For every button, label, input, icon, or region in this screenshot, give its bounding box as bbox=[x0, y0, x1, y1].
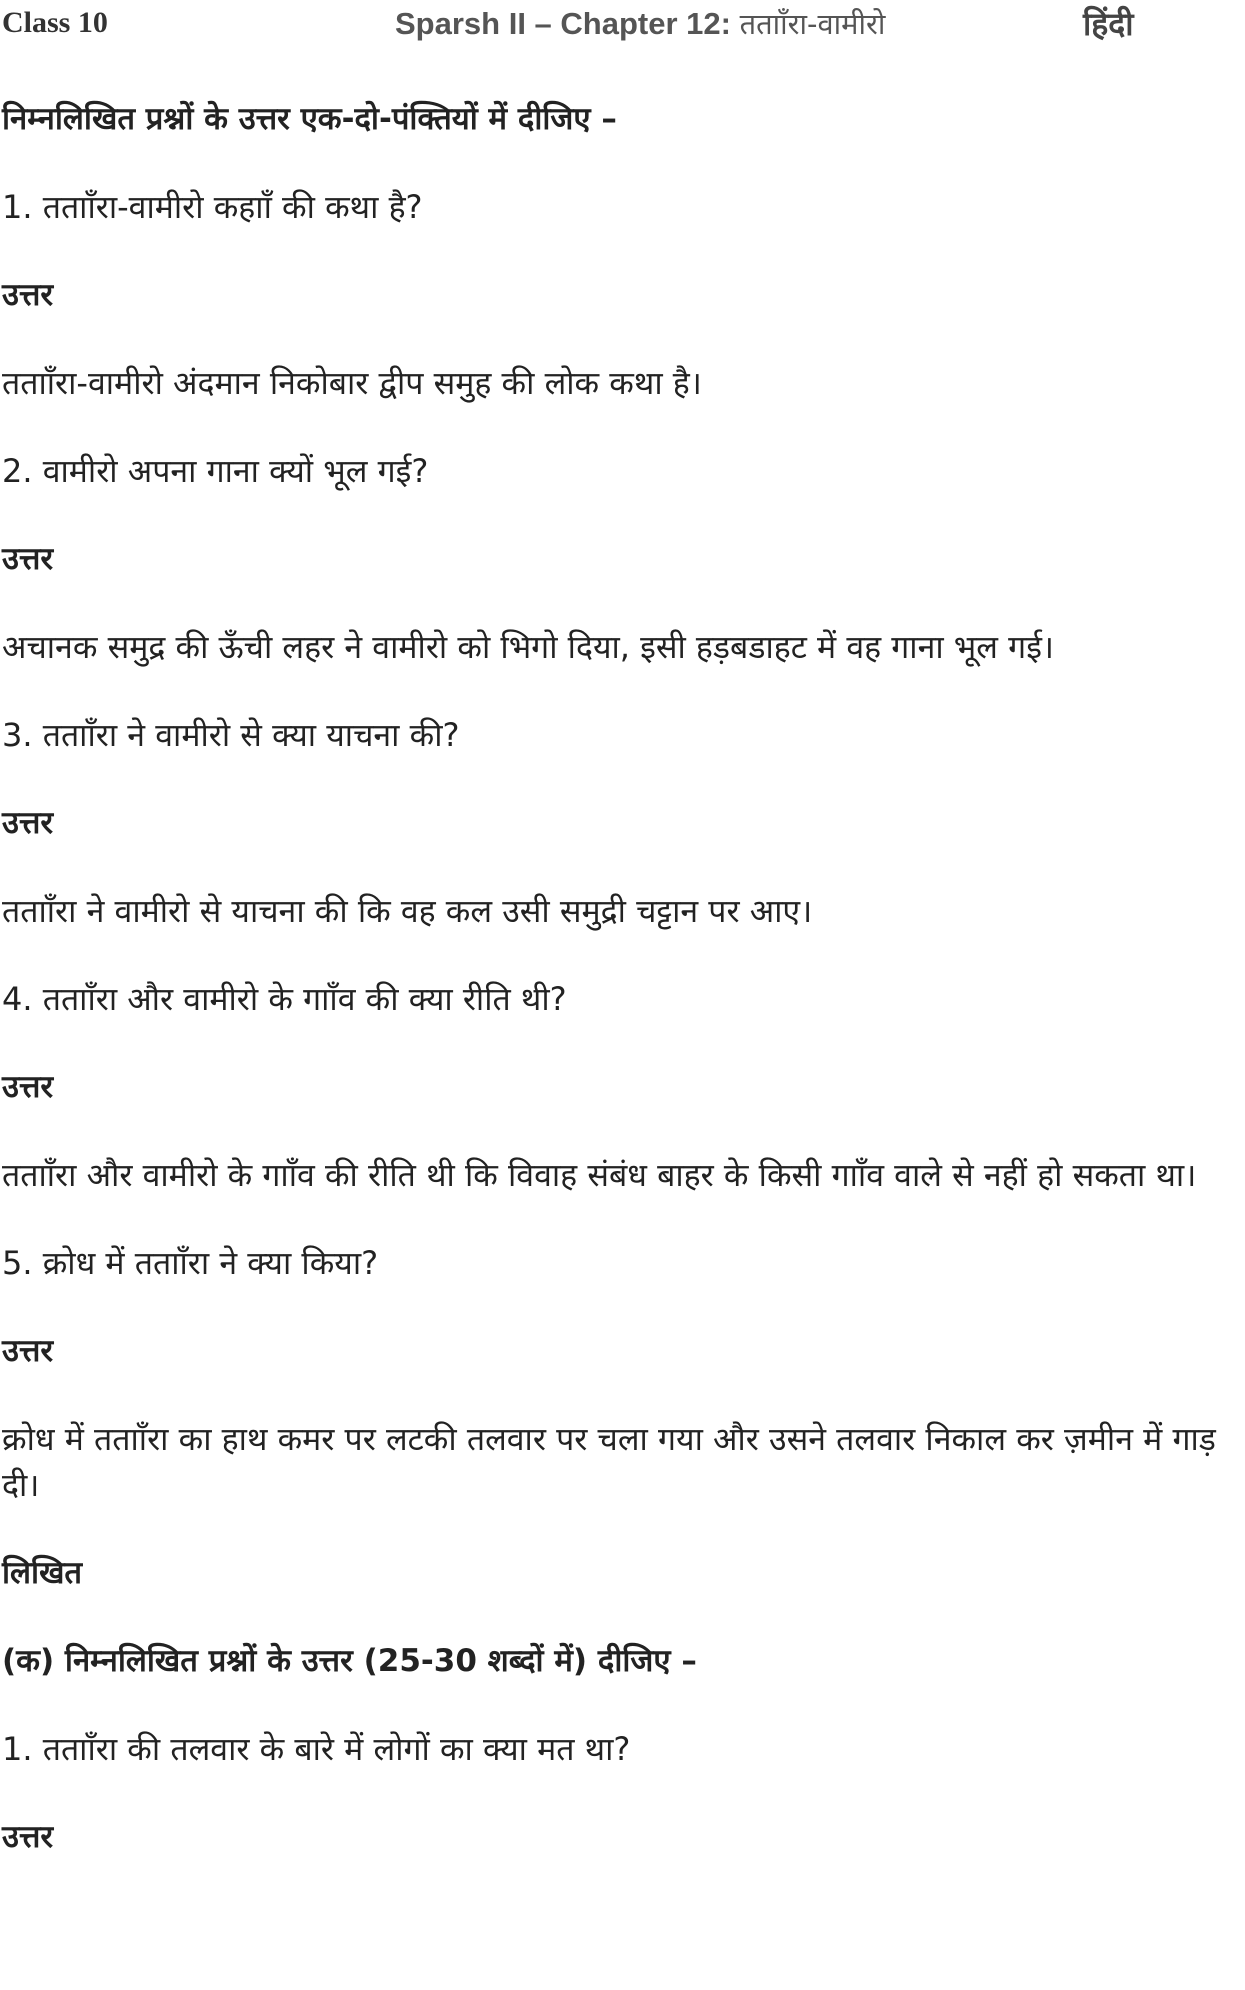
answer-text: ततााँरा ने वामीरो से याचना की कि वह कल उसी समुद्री चट्टान पर आए। bbox=[2, 892, 813, 930]
qa-item bbox=[2, 1240, 1237, 1508]
chapter-title-hindi: ततााँरा-वामीरो bbox=[739, 7, 886, 41]
chapter-title bbox=[395, 4, 885, 43]
answer-label: उत्तर bbox=[2, 541, 54, 577]
answer-label: उत्तर bbox=[2, 1069, 54, 1105]
subject-label: हिंदी bbox=[1083, 5, 1134, 43]
question-text: 4. ततााँरा और वामीरो के गााँव की क्या रीति थी? bbox=[2, 980, 567, 1018]
answer-label: उत्तर bbox=[2, 277, 54, 313]
answer-label: उत्तर bbox=[2, 805, 54, 841]
class-label: Class 10 bbox=[2, 6, 108, 39]
qa-item bbox=[2, 976, 1237, 1198]
answer-label: उत्तर bbox=[2, 1333, 54, 1369]
answer-label: उत्तर bbox=[2, 1819, 54, 1855]
question-text: 2. वामीरो अपना गाना क्यों भूल गई? bbox=[2, 452, 429, 490]
answer-text: अचानक समुद्र की ऊँची लहर ने वामीरो को भिगो दिया, इसी हड़बडाहट में वह गाना भूल गई। bbox=[2, 628, 1055, 666]
question-text: 1. ततााँरा की तलवार के बारे में लोगों का क्या मत था? bbox=[2, 1730, 631, 1768]
qa-item bbox=[2, 184, 1237, 406]
answer-text: क्रोध में ततााँरा का हाथ कमर पर लटकी तलवार पर चला गया और उसने तलवार निकाल कर ज़मीन में गाड़ दी। bbox=[2, 1420, 1216, 1504]
page-header bbox=[0, 0, 1245, 52]
qa-item bbox=[2, 712, 1237, 934]
section-heading: (क) निम्नलिखित प्रश्नों के उत्तर (25-30 शब्दों में) दीजिए – bbox=[2, 1643, 697, 1679]
answer-text: ततााँरा और वामीरो के गााँव की रीति थी कि विवाह संबंध बाहर के किसी गााँव वाले से नहीं हो सकता था। bbox=[2, 1156, 1197, 1194]
answer-text: ततााँरा-वामीरो अंदमान निकोबार द्वीप समुह की लोक कथा है। bbox=[2, 364, 702, 402]
qa-item bbox=[2, 448, 1237, 670]
qa-item bbox=[2, 1726, 1237, 1860]
section-title-written: लिखित bbox=[2, 1555, 83, 1591]
document-body bbox=[2, 96, 1237, 1902]
question-text: 1. ततााँरा-वामीरो कहााँ की कथा है? bbox=[2, 188, 423, 226]
question-text: 5. क्रोध में ततााँरा ने क्या किया? bbox=[2, 1244, 379, 1282]
question-text: 3. ततााँरा ने वामीरो से क्या याचना की? bbox=[2, 716, 460, 754]
chapter-title-english: Sparsh II – Chapter 12: bbox=[395, 6, 740, 41]
section-heading: निम्नलिखित प्रश्नों के उत्तर एक-दो-पंक्तियों में दीजिए – bbox=[2, 101, 617, 137]
